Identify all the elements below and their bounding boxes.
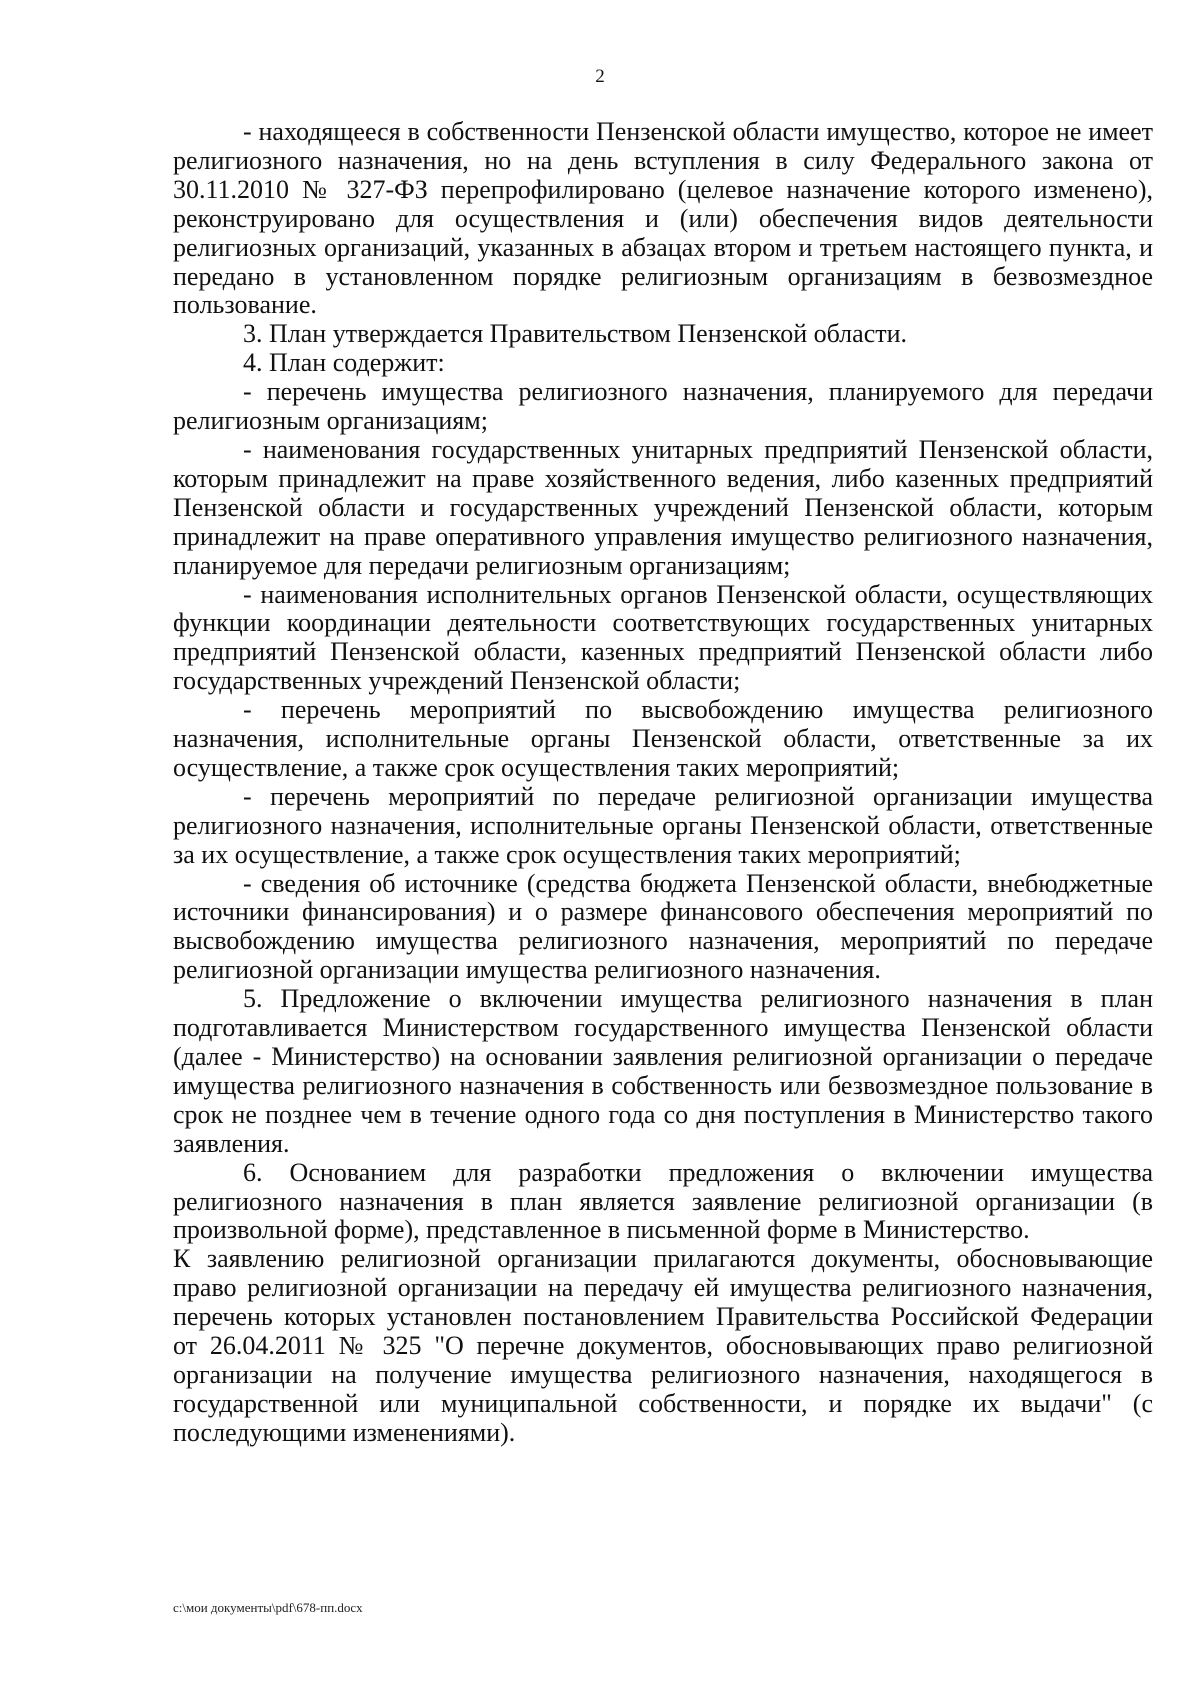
paragraph-clause-4: 4. План содержит:: [243, 348, 445, 378]
paragraph-clause-6: 6. Основанием для разработки предложения о включении имущества религиозного назначения в план является заявление религиозной организации (в произвольной форме), представленное в письменной форме в Министерство.: [173, 1157, 1153, 1245]
paragraph-list-item-6: - сведения об источнике (средства бюджета Пензенской области, внебюджетные источники финансирования) и о размере финансового обеспечения мероприятий по высвобождению имущества религиозного назначения, мероприятий по передаче религиозной организации имущества религиозного назначения.: [173, 868, 1153, 985]
document-body: [173, 118, 1153, 1448]
paragraph-clause-3: 3. План утверждается Правительством Пензенской области.: [243, 319, 908, 349]
paragraph-list-item-2: - наименования государственных унитарных предприятий Пензенской области, которым принадлежит на праве хозяйственного ведения, либо казенных предприятий Пензенской области и государственных учреждений Пензенской области, которым принадлежит на праве оперативного управления имущество религиозного назначения, планируемое для передачи религиозным организациям;: [173, 434, 1153, 580]
paragraph-list-item-4: - перечень мероприятий по высвобождению имущества религиозного назначения, исполнительные органы Пензенской области, ответственные за их осуществление, а также срок осуществления таких мероприятий;: [173, 695, 1153, 782]
paragraph-list-item-3: - наименования исполнительных органов Пензенской области, осуществляющих функции координации деятельности соответствующих государственных унитарных предприятий Пензенской области, казенных предприятий Пензенской области либо государственных учреждений Пензенской области;: [173, 579, 1153, 696]
paragraph-list-item-1: - перечень имущества религиозного назначения, планируемого для передачи религиозным организациям;: [173, 377, 1153, 436]
footer-file-path: c:\мои документы\pdf\678-пп.docx: [173, 1600, 363, 1615]
paragraph-clause-5: 5. Предложение о включении имущества религиозного назначения в план подготавливается Министерством государственного имущества Пензенской области (далее - Министерство) на основании заявления религиозной организации о передаче имущества религиозного назначения в собственность или безвозмездное пользование в срок не позднее чем в течение одного года со дня поступления в Министерство такого заявления.: [173, 984, 1153, 1158]
paragraph-property-item: - находящееся в собственности Пензенской области имущество, которое не имеет религиозного назначения, но на день вступления в силу Федерального закона от 30.11.2010 № 327-ФЗ перепрофилировано (целевое назначение которого изменено), реконструировано для осуществления и (или) обеспечения видов деятельности религиозных организаций, указанных в абзацах втором и третьем настоящего пункта, и передано в установленном порядке религиозным организациям в безвозмездное пользование.: [173, 117, 1153, 320]
paragraph-list-item-5: - перечень мероприятий по передаче религиозной организации имущества религиозного назначения, исполнительные органы Пензенской области, ответственные за их осуществление, а также срок осуществления таких мероприятий;: [173, 781, 1153, 869]
page-number: 2: [595, 66, 605, 87]
paragraph-clause-6-continued: К заявлению религиозной организации прилагаются документы, обосновывающие право религиозной организации на передачу ей имущества религиозного назначения, перечень которых установлен постановлением Правительства Российской Федерации от 26.04.2011 № 325 "О перечне документов, обосновывающих право религиозной организации на получение имущества религиозного назначения, находящегося в государственной или муниципальной собственности, и порядке их выдачи" (с последующими изменениями).: [173, 1244, 1153, 1447]
